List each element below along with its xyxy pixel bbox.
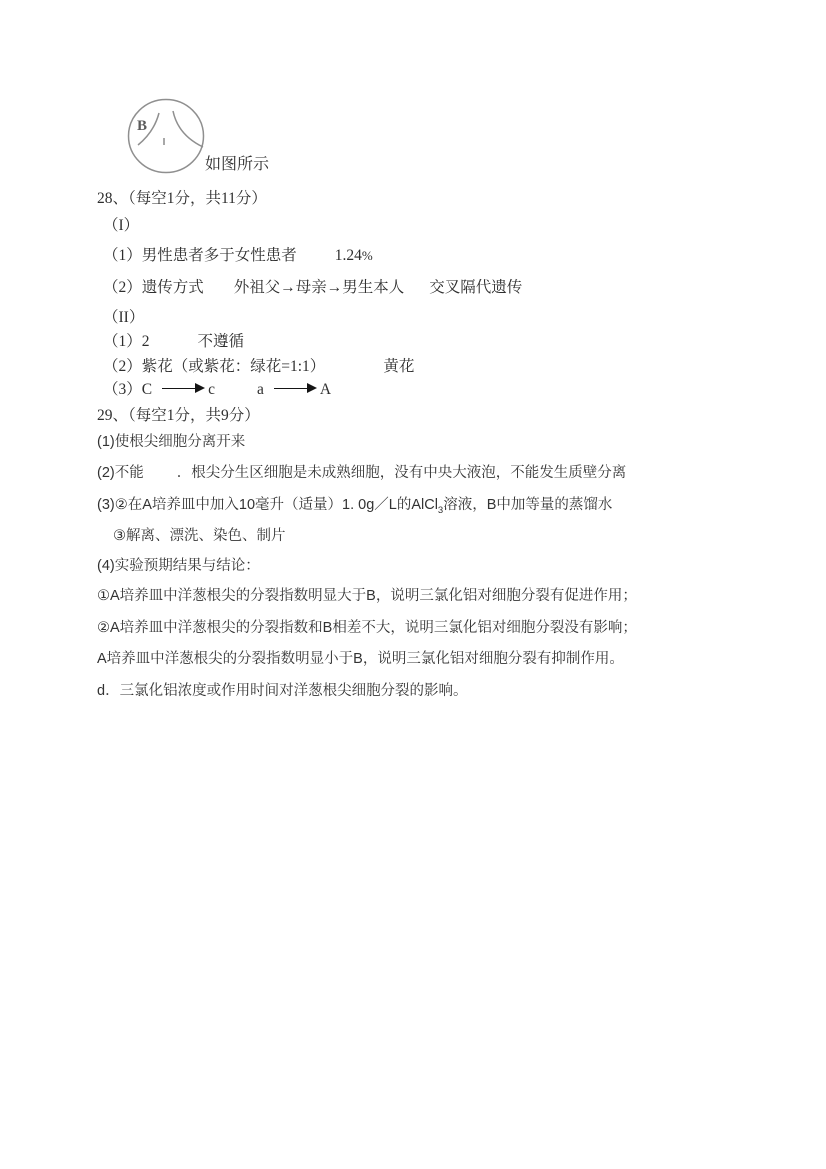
q29-l3-post: 溶液，B中加等量的蒸馏水 xyxy=(443,497,613,513)
q29-l2-label: (2)不能 xyxy=(97,465,144,481)
q28-answer-2 xyxy=(103,275,522,297)
cell-diagram-figure xyxy=(126,97,210,177)
q29-line-2 xyxy=(97,461,626,482)
q29-line-1: (1)使根尖细胞分离开来 xyxy=(97,434,246,450)
q28-a1-label: （1）男性患者多于女性患者 xyxy=(103,247,297,264)
q29-l3-pre: (3)②在A培养皿中加入10毫升（适量）1. 0g／L的AlCl xyxy=(97,497,438,513)
q29-line-3 xyxy=(97,493,612,516)
q28-b3-from1: C xyxy=(141,381,153,398)
answer-blank-gap xyxy=(325,370,383,371)
answer-blank-gap xyxy=(204,291,234,292)
q28-header: 28、（每空1分，共11分） xyxy=(97,190,267,207)
q29-line-5: (4)实验预期结果与结论： xyxy=(97,558,260,574)
q28-a2-path: 外祖父→母亲→男生本人 xyxy=(233,279,405,296)
q28-part1-label: （I） xyxy=(103,217,140,234)
chem-subscript: 3 xyxy=(437,504,444,516)
answer-blank-gap xyxy=(215,393,257,394)
q29-line-9: d．三氯化铝浓度或作用时间对洋葱根尖细胞分裂的影响。 xyxy=(97,683,468,699)
q28-b1-value: 不遵循 xyxy=(197,333,245,350)
circle-diagram-icon xyxy=(126,97,210,177)
percent-sign: % xyxy=(361,248,373,263)
q28-b3-to2: A xyxy=(319,381,332,398)
q29-line-7: ②A培养皿中洋葱根尖的分裂指数和B相差不大，说明三氯化铝对细胞分裂没有影响； xyxy=(97,620,637,636)
answer-blank-gap xyxy=(150,345,198,346)
q28-b3-num: （3） xyxy=(103,381,142,398)
q29-header: 29、（每空1分，共9分） xyxy=(97,407,260,424)
answer-blank-gap xyxy=(297,259,335,260)
answer-blank-gap xyxy=(144,476,177,477)
q28-a2-label: （2）遗传方式 xyxy=(103,279,204,296)
q28-a1-value: 1.24 xyxy=(334,247,362,264)
q28-answer-1 xyxy=(103,243,373,265)
figure-b-label: B xyxy=(137,118,148,134)
answer-blank-gap xyxy=(404,291,429,292)
arrow-right-icon xyxy=(274,388,308,390)
q28-b3-to1: c xyxy=(208,381,215,398)
q28-answer-3 xyxy=(103,329,244,351)
q29-line-8: A培养皿中洋葱根尖的分裂指数明显小于B，说明三氯化铝对细胞分裂有抑制作用。 xyxy=(97,651,624,667)
q29-l2-rest: ．根尖分生区细胞是未成熟细胞，没有中央大液泡，不能发生质壁分离 xyxy=(176,465,627,481)
q28-b3-from2: a xyxy=(257,381,264,398)
q29-line-4: ③解离、漂洗、染色、制片 xyxy=(113,528,286,544)
q28-b2-label: （2）紫花（或紫花：绿花=1:1） xyxy=(103,358,326,375)
q28-b2-value: 黄花 xyxy=(383,358,415,375)
q28-part2-label: （II） xyxy=(103,309,145,326)
q28-answer-5 xyxy=(103,377,331,399)
q29-line-6: ①A培养皿中洋葱根尖的分裂指数明显大于B，说明三氯化铝对细胞分裂有促进作用； xyxy=(97,588,637,604)
q28-b1-label: （1）2 xyxy=(103,333,150,350)
q28-answer-4 xyxy=(103,354,414,376)
figure-caption: 如图所示 xyxy=(205,156,270,173)
arrow-right-icon xyxy=(162,388,196,390)
q28-a2-value: 交叉隔代遗传 xyxy=(429,279,523,296)
